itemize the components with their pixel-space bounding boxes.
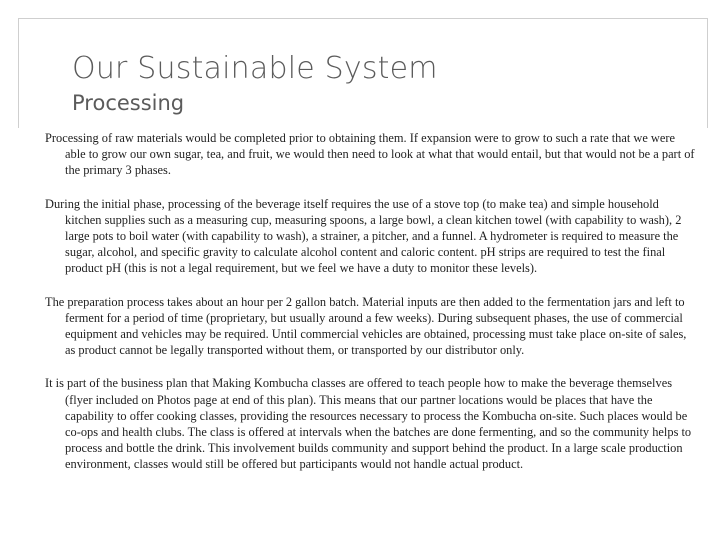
paragraph-initial-phase: During the initial phase, processing of the beverage itself requires the use of a stove top (to make tea) and simple household kitchen supplies such as a measuring cup, measuring spoons, a large bowl, a clean kitchen towel (with capability to wash), 2 large pots to boil water (with capability to wash), a strainer, a pitcher, and a funnel. A hydrometer is required to measure the sugar, alcohol, and specific gravity to calculate alcohol content and caloric content. pH strips are required to test the final product pH (this is not a legal requirement, but we feel we have a duty to monitor these levels). — [45, 196, 682, 276]
slide-frame-top-line — [18, 18, 708, 19]
paragraph-kombucha-classes: It is part of the business plan that Making Kombucha classes are offered to teach people how to make the beverage themselves (flyer included on Photos page at end of this plan). This means that our partner locations would be places that have the capability to offer cooking classes, providing the resources necessary to process the Kombucha on-site. Such places would be co-ops and health clubs. The class is offered at intervals when the batches are done fermenting, and so the community helps to process and bottle the drink. This involvement builds community and support behind the product. In a large scale production environment, classes would still be offered but participants would not handle actual product. — [45, 376, 692, 472]
paragraph-raw-materials: Processing of raw materials would be completed prior to obtaining them. If expansion were to grow to such a rate that we were able to grow our own sugar, tea, and fruit, we would then need to look at what that would entail, but that would not be a part of the primary 3 phases. — [45, 131, 695, 178]
slide-frame-left-line — [18, 18, 19, 128]
slide-frame-right-line — [707, 18, 708, 128]
title-block — [72, 50, 692, 117]
slide-title: Our Sustainable System — [72, 51, 438, 86]
slide-subtitle: Processing — [72, 91, 185, 115]
slide-body — [45, 130, 695, 490]
paragraph-preparation-process: The preparation process takes about an hour per 2 gallon batch. Material inputs are then added to the fermentation jars and left to ferment for a period of time (proprietary, but usually around a few weeks). During subsequent phases, the use of commercial equipment and vehicles may be required. Until commercial vehicles are obtained, processing must take place on-site of sales, as product cannot be legally transported without them, or transported by our distributor only. — [45, 294, 687, 358]
